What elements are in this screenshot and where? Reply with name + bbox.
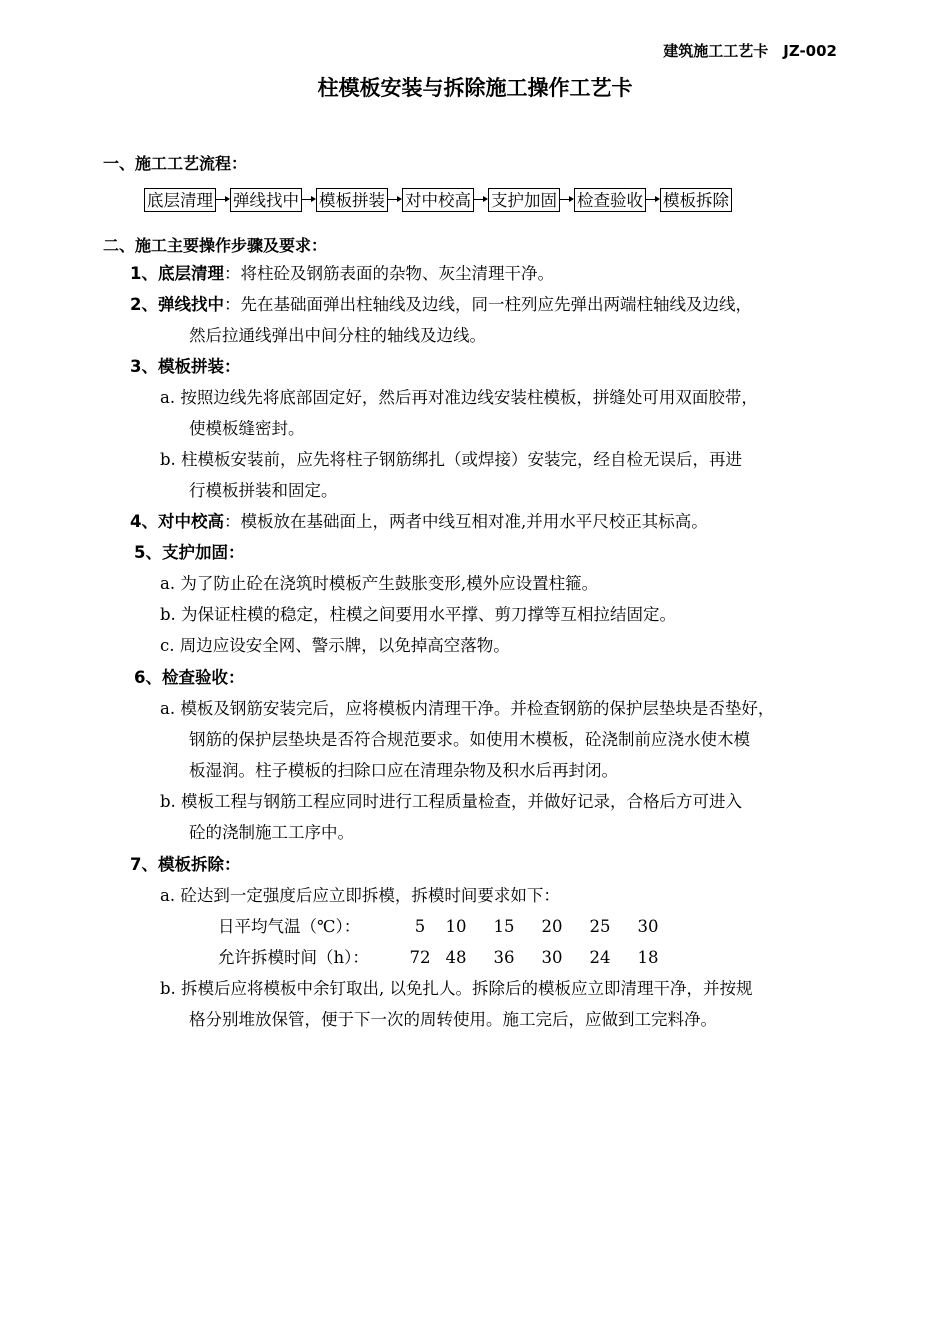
step-7-label: 7、模板拆除： <box>130 855 241 874</box>
table-cell: 30 <box>541 948 563 967</box>
arrow-right-icon <box>302 188 316 212</box>
flow-step-4: 对中校高 <box>402 188 474 212</box>
process-flow <box>144 188 732 212</box>
arrow-right-icon <box>216 188 230 212</box>
step-6-item-a-cont-1: 钢筋的保护层垫块是否符合规范要求。如使用木模板，砼浇制前应浇水使木模 <box>189 730 750 749</box>
table-cell: 24 <box>589 948 611 967</box>
arrow-right-icon <box>646 188 660 212</box>
step-2-text-cont: 然后拉通线弹出中间分柱的轴线及边线。 <box>189 326 486 345</box>
section-2-heading: 二、施工主要操作步骤及要求： <box>103 236 328 255</box>
temperature-label: 日平均气温（℃）： <box>218 917 361 936</box>
table-cell: 72 <box>409 948 431 967</box>
step-6-item-b-cont: 砼的浇制施工工序中。 <box>189 823 354 842</box>
step-4-label: 4、对中校高 <box>130 512 224 531</box>
step-5-item-c: c. 周边应设安全网、警示牌，以免掉高空落物。 <box>160 636 510 655</box>
step-7-item-b: b. 拆模后应将模板中余钉取出, 以免扎人。拆除后的模板应立即清理干净，并按规 <box>160 979 753 998</box>
step-3-item-a: a. 按照边线先将底部固定好，然后再对准边线安装柱模板，拼缝处可用双面胶带， <box>160 388 758 407</box>
step-7-item-a: a. 砼达到一定强度后应立即拆模，拆模时间要求如下： <box>160 886 560 905</box>
table-cell: 36 <box>493 948 515 967</box>
step-3-label: 3、模板拼装： <box>130 357 241 376</box>
step-5-label: 5、支护加固： <box>134 543 245 562</box>
step-2-label: 2、弹线找中 <box>130 295 224 314</box>
table-cell: 48 <box>445 948 467 967</box>
table-cell: 5 <box>414 917 426 936</box>
flow-step-2: 弹线找中 <box>230 188 302 212</box>
flow-step-1: 底层清理 <box>144 188 216 212</box>
step-3-item-b-cont: 行模板拼装和固定。 <box>189 481 338 500</box>
step-6-item-a: a. 模板及钢筋安装完后，应将模板内清理干净。并检查钢筋的保护层垫块是否垫好， <box>160 699 775 718</box>
step-6-item-b: b. 模板工程与钢筋工程应同时进行工程质量检查，并做好记录，合格后方可进入 <box>160 792 743 811</box>
step-4-text: ：模板放在基础面上，两者中线互相对准,并用水平尺校正其标高。 <box>223 512 708 531</box>
step-3-item-a-cont: 使模板缝密封。 <box>189 419 305 438</box>
table-cell: 10 <box>445 917 467 936</box>
step-6-label: 6、检查验收： <box>134 668 245 687</box>
step-4 <box>130 512 708 532</box>
removal-time-label: 允许拆模时间（h）： <box>218 948 369 967</box>
flow-step-5: 支护加固 <box>488 188 560 212</box>
step-3-item-b: b. 柱模板安装前，应先将柱子钢筋绑扎（或焊接）安装完，经自检无误后，再进 <box>160 450 743 469</box>
section-1-heading: 一、施工工艺流程： <box>103 154 248 173</box>
table-cell: 15 <box>493 917 515 936</box>
flow-step-7: 模板拆除 <box>660 188 732 212</box>
removal-time-row <box>218 948 672 968</box>
step-6-item-a-cont-2: 板湿润。柱子模板的扫除口应在清理杂物及积水后再封闭。 <box>189 761 618 780</box>
step-5-item-b: b. 为保证柱模的稳定，柱模之间要用水平撑、剪刀撑等互相拉结固定。 <box>160 605 677 624</box>
step-1 <box>130 264 554 284</box>
step-5-item-a: a. 为了防止砼在浇筑时模板产生鼓胀变形,模外应设置柱箍。 <box>160 574 599 593</box>
table-cell: 20 <box>541 917 563 936</box>
arrow-right-icon <box>388 188 402 212</box>
table-cell: 25 <box>589 917 611 936</box>
temperature-row <box>218 917 672 937</box>
step-1-text: ：将柱砼及钢筋表面的杂物、灰尘清理干净。 <box>223 264 554 283</box>
table-cell: 18 <box>637 948 659 967</box>
flow-step-3: 模板拼装 <box>316 188 388 212</box>
step-7-item-b-cont: 格分别堆放保管，便于下一次的周转使用。施工完后，应做到工完料净。 <box>189 1010 717 1029</box>
document-code: 建筑施工工艺卡 JZ-002 <box>663 42 837 60</box>
step-1-label: 1、底层清理 <box>130 264 224 283</box>
flow-step-6: 检查验收 <box>574 188 646 212</box>
page-title: 柱模板安装与拆除施工操作工艺卡 <box>317 76 633 100</box>
step-2-text: ：先在基础面弹出柱轴线及边线，同一柱列应先弹出两端柱轴线及边线， <box>223 295 752 314</box>
table-cell: 30 <box>637 917 659 936</box>
arrow-right-icon <box>560 188 574 212</box>
arrow-right-icon <box>474 188 488 212</box>
step-2 <box>130 295 752 315</box>
